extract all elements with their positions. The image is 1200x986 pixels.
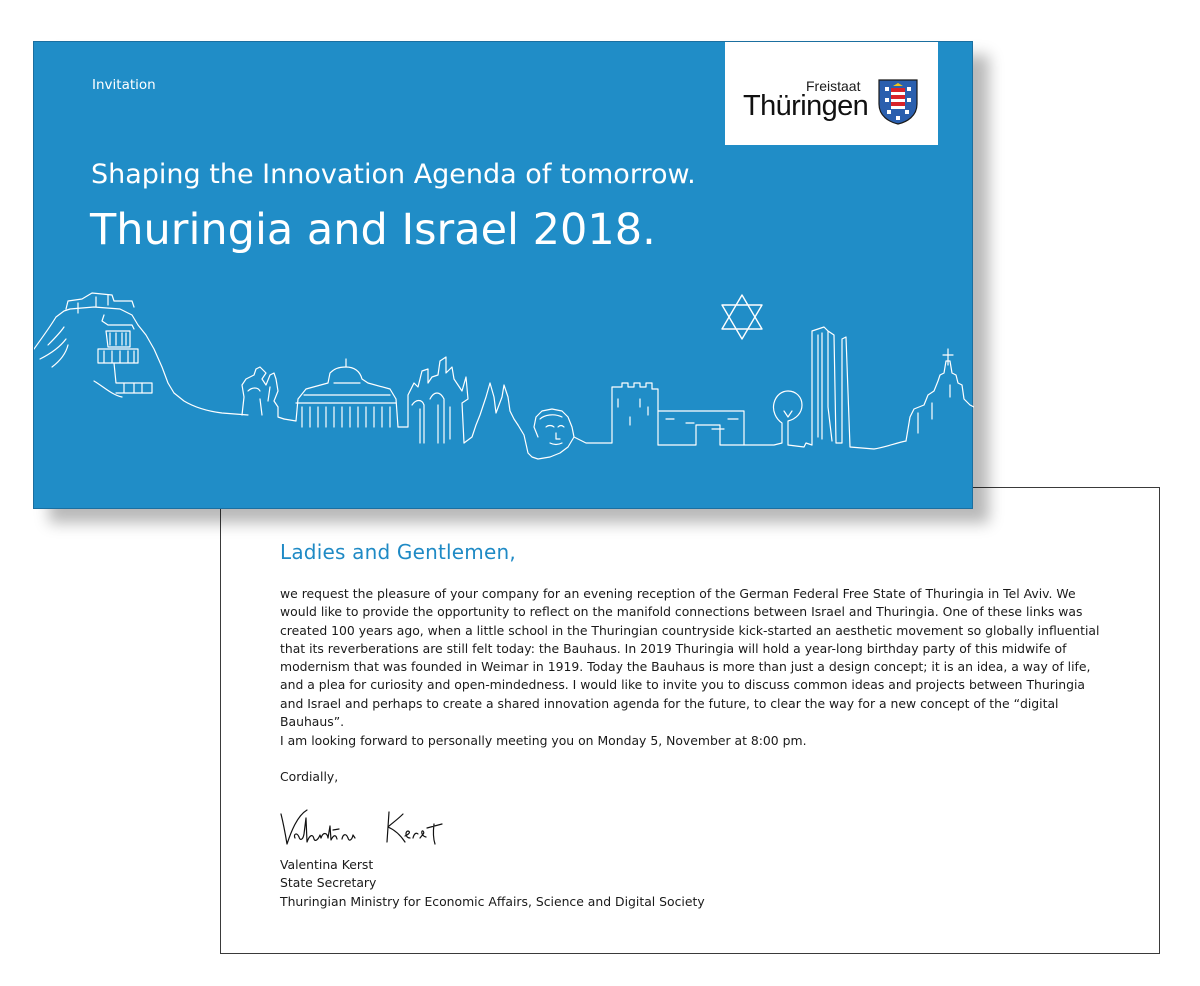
letter-greeting: Ladies and Gentlemen, [280,540,516,564]
card-subtitle: Shaping the Innovation Agenda of tomorrow. [91,159,696,190]
logo-big-text: Thüringen [743,90,869,122]
thueringen-logo [725,42,938,145]
logo-small-text: Freistaat [806,78,861,94]
letter-paragraph-meeting: I am looking forward to personally meeting you on Monday 5, November at 8:00 pm. [280,733,807,748]
invitation-card [33,41,973,509]
signatory-name: Valentina Kerst [280,857,374,872]
signatory-organization: Thuringian Ministry for Economic Affairs, Science and Digital Society [280,893,705,909]
card-label: Invitation [92,77,156,93]
signatory-block [280,856,705,911]
signature-text: Valentina Kerst [277,804,285,805]
signatory-position: State Secretary [280,875,377,891]
letter-closing: Cordially, [280,769,339,784]
skyline-illustration [34,287,974,510]
coat-of-arms-icon [877,78,919,126]
letter-paragraph-main: we request the pleasure of your company for an evening reception of the German Federal Free State of Thuringia in Tel Aviv. We would like to provide the opportunity to reflect on the manifold connections between Israel and Thuringia. One of these links was created 100 years ago, when a little school in the Thuringian countryside kick-started an aesthetic movement so globally influential that its reverberations are still felt today: the Bauhaus. In 2019 Thuringia will hold a year-long birthday party of this midwife of modernism that was founded in Weimar in 1919. Today the Bauhaus is more than just a design concept; it is an idea, a way of life, and a plea for curiosity and open-mindedness. I would like to invite you to discuss common ideas and projects between Thuringia and Israel and perhaps to create a shared innovation agenda for the future, to clear the way for a new concept of the “digital Bauhaus”. [280,586,1100,730]
star-of-david-icon [722,295,762,339]
card-title: Thuringia and Israel 2018. [90,205,656,255]
handwritten-signature [277,804,457,850]
invitation-letter [220,487,1160,954]
